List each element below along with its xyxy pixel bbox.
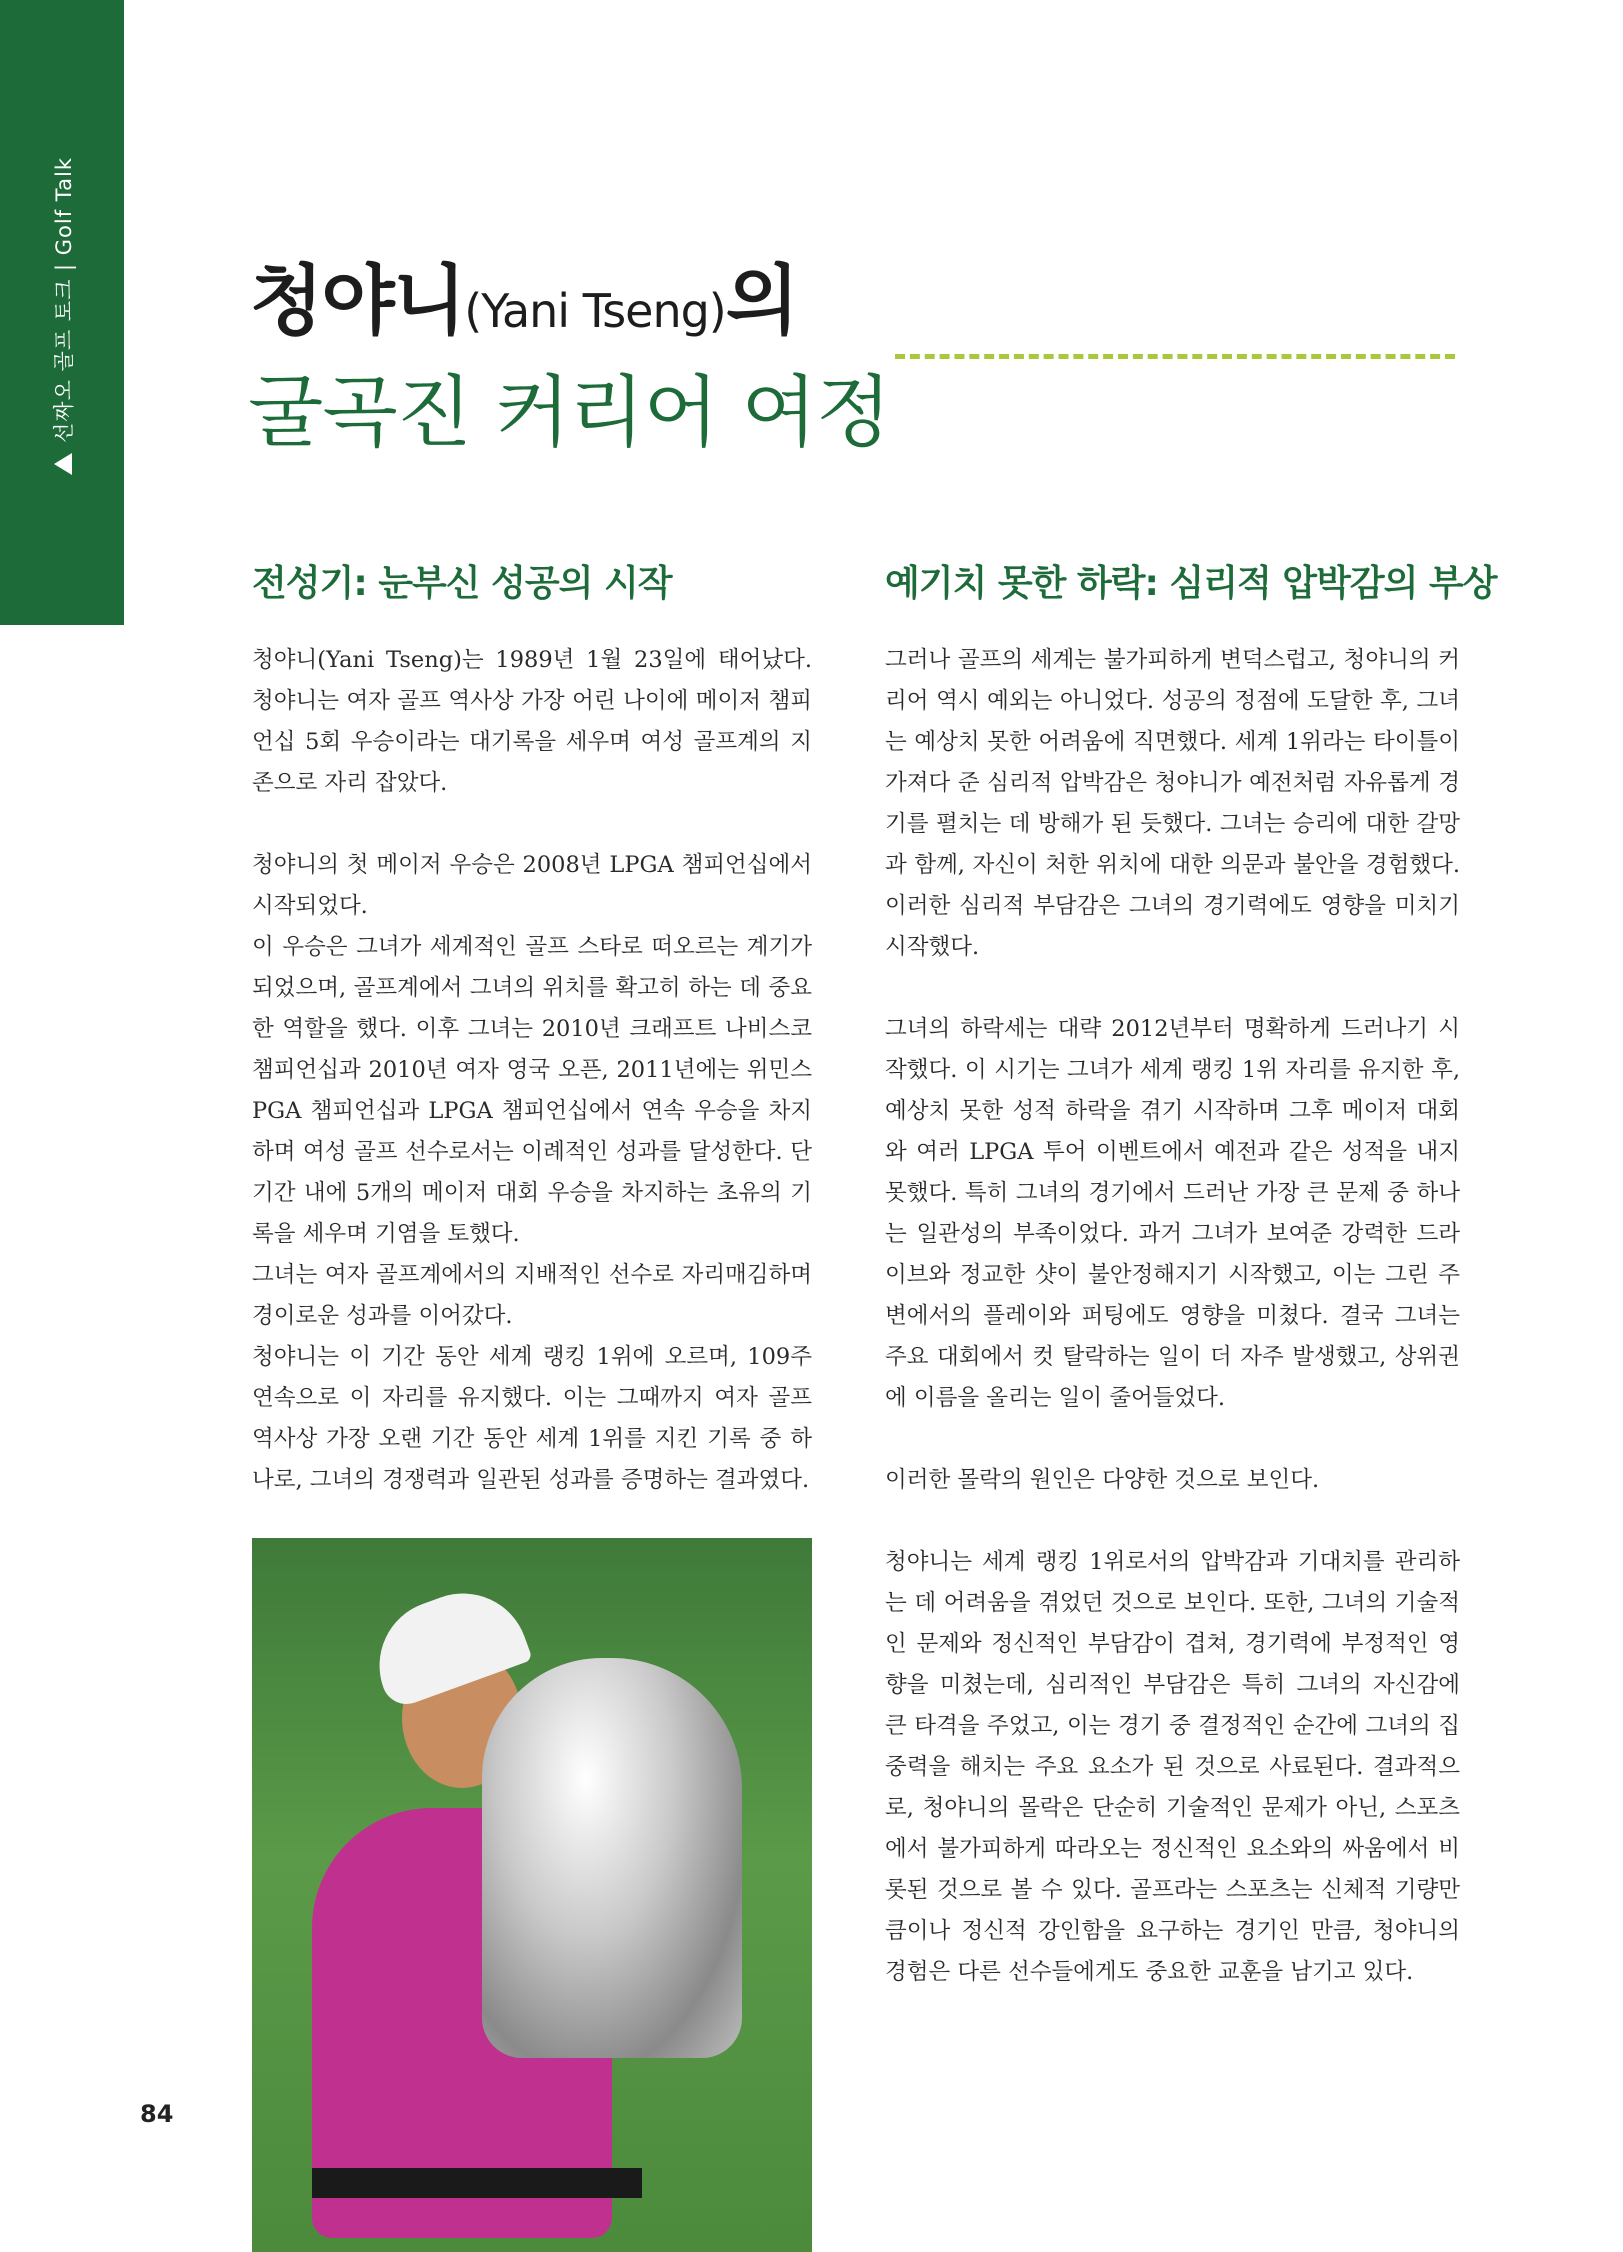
mountain-icon — [54, 453, 72, 475]
section-label-text: 선짜오 골프 토크 | Golf Talk — [52, 156, 76, 443]
right-paragraph-3: 이러한 몰락의 원인은 다양한 것으로 보인다. — [885, 1467, 1320, 1493]
right-paragraph-4: 청야니는 세계 랭킹 1위로서의 압박감과 기대치를 관리하는 데 어려움을 겪었던 것으로 보인다. 또한, 그녀의 기술적인 문제와 정신적인 부담감이 겹쳐, 경기력에 부정적인 영향을 미쳤는데, 심리적인 부담감은 특히 그녀의 자신감에 큰 타격을 주었고, 이는 경기 중 결정적인 순간에 그녀의 집중력을 해치는 주요 요소가 된 것으로 사료된다. 결과적으로, 청야니의 몰락은 단순히 기술적인 문제가 아닌, 스포츠에서 불가피하게 따라오는 정신적인 요소와의 싸움에서 비롯된 것으로 볼 수 있다. 골프라는 스포츠는 신체적 기량만큼이나 정신적 강인함을 요구하는 경기인 만큼, 청야니의 경험은 다른 선수들에게도 중요한 교훈을 남기고 있다. — [885, 1549, 1460, 1985]
right-heading: 예기치 못한 하락: 심리적 압박감의 부상 — [885, 563, 1497, 604]
title-korean-name: 청야니 — [250, 256, 465, 345]
left-paragraph-3: 이 우승은 그녀가 세계적인 골프 스타로 떠오르는 계기가 되었으며, 골프계에서 그녀의 위치를 확고히 하는 데 중요한 역할을 했다. 이후 그녀는 2010년 크래프트 나비스코 챔피언십과 2010년 여자 영국 오픈, 2011년에는 위민스 PGA 챔피언십과 LPGA 챔피언십에서 연속 우승을 차지하며 여성 골프 선수로서는 이례적인 성과를 달성한다. 단기간 내에 5개의 메이저 대회 우승을 차지하는 초유의 기록을 세우며 기염을 토했다. — [252, 934, 812, 1247]
left-column — [252, 555, 812, 1501]
right-column — [885, 555, 1497, 1993]
article-title-line1 — [250, 240, 797, 349]
section-label — [48, 157, 78, 475]
dashed-divider — [895, 354, 1455, 359]
left-paragraph-4: 그녀는 여자 골프계에서의 지배적인 선수로 자리매김하며 경이로운 성과를 이어갔다. — [252, 1262, 812, 1329]
left-paragraph-2: 청야니의 첫 메이저 우승은 2008년 LPGA 챔피언십에서 시작되었다. — [252, 852, 812, 919]
title-suffix: 의 — [725, 256, 798, 345]
left-heading: 전성기: 눈부신 성공의 시작 — [252, 563, 672, 604]
title-english-name: (Yani Tseng) — [464, 284, 726, 338]
right-paragraph-1: 그러나 골프의 세계는 불가피하게 변덕스럽고, 청야니의 커리어 역시 예외는 아니었다. 성공의 정점에 도달한 후, 그녀는 예상치 못한 어려움에 직면했다. 세계 1위라는 타이틀이 가져다 준 심리적 압박감은 청야니가 예전처럼 자유롭게 경기를 펼치는 데 방해가 된 듯했다. 그녀는 승리에 대한 갈망과 함께, 자신이 처한 위치에 대한 의문과 불안을 경험했다. 이러한 심리적 부담감은 그녀의 경기력에도 영향을 미치기 시작했다. — [885, 647, 1460, 960]
left-paragraph-5: 청야니는 이 기간 동안 세계 랭킹 1위에 오르며, 109주 연속으로 이 자리를 유지했다. 이는 그때까지 여자 골프 역사상 가장 오랜 기간 동안 세계 1위를 지킨 기록 중 하나로, 그녀의 경쟁력과 일관된 성과를 증명하는 결과였다. — [252, 1344, 812, 1493]
player-trophy-photo — [252, 1538, 812, 2252]
page-number: 84 — [140, 2100, 174, 2128]
left-paragraph-1: 청야니(Yani Tseng)는 1989년 1월 23일에 태어났다. 청야니는 여자 골프 역사상 가장 어린 나이에 메이저 챔피언십 5회 우승이라는 대기록을 세우며 여성 골프계의 지존으로 자리 잡았다. — [252, 647, 812, 796]
article-title-line2: 굴곡진 커리어 여정 — [248, 368, 891, 458]
right-paragraph-2: 그녀의 하락세는 대략 2012년부터 명확하게 드러나기 시작했다. 이 시기는 그녀가 세계 랭킹 1위 자리를 유지한 후, 예상치 못한 성적 하락을 겪기 시작하며 그후 메이저 대회와 여러 LPGA 투어 이벤트에서 예전과 같은 성적을 내지 못했다. 특히 그녀의 경기에서 드러난 가장 큰 문제 중 하나는 일관성의 부족이었다. 과거 그녀가 보여준 강력한 드라이브와 정교한 샷이 불안정해지기 시작했고, 이는 그린 주변에서의 플레이와 퍼팅에도 영향을 미쳤다. 결국 그녀는 주요 대회에서 컷 탈락하는 일이 더 자주 발생했고, 상위권에 이름을 올리는 일이 줄어들었다. — [885, 1016, 1460, 1411]
